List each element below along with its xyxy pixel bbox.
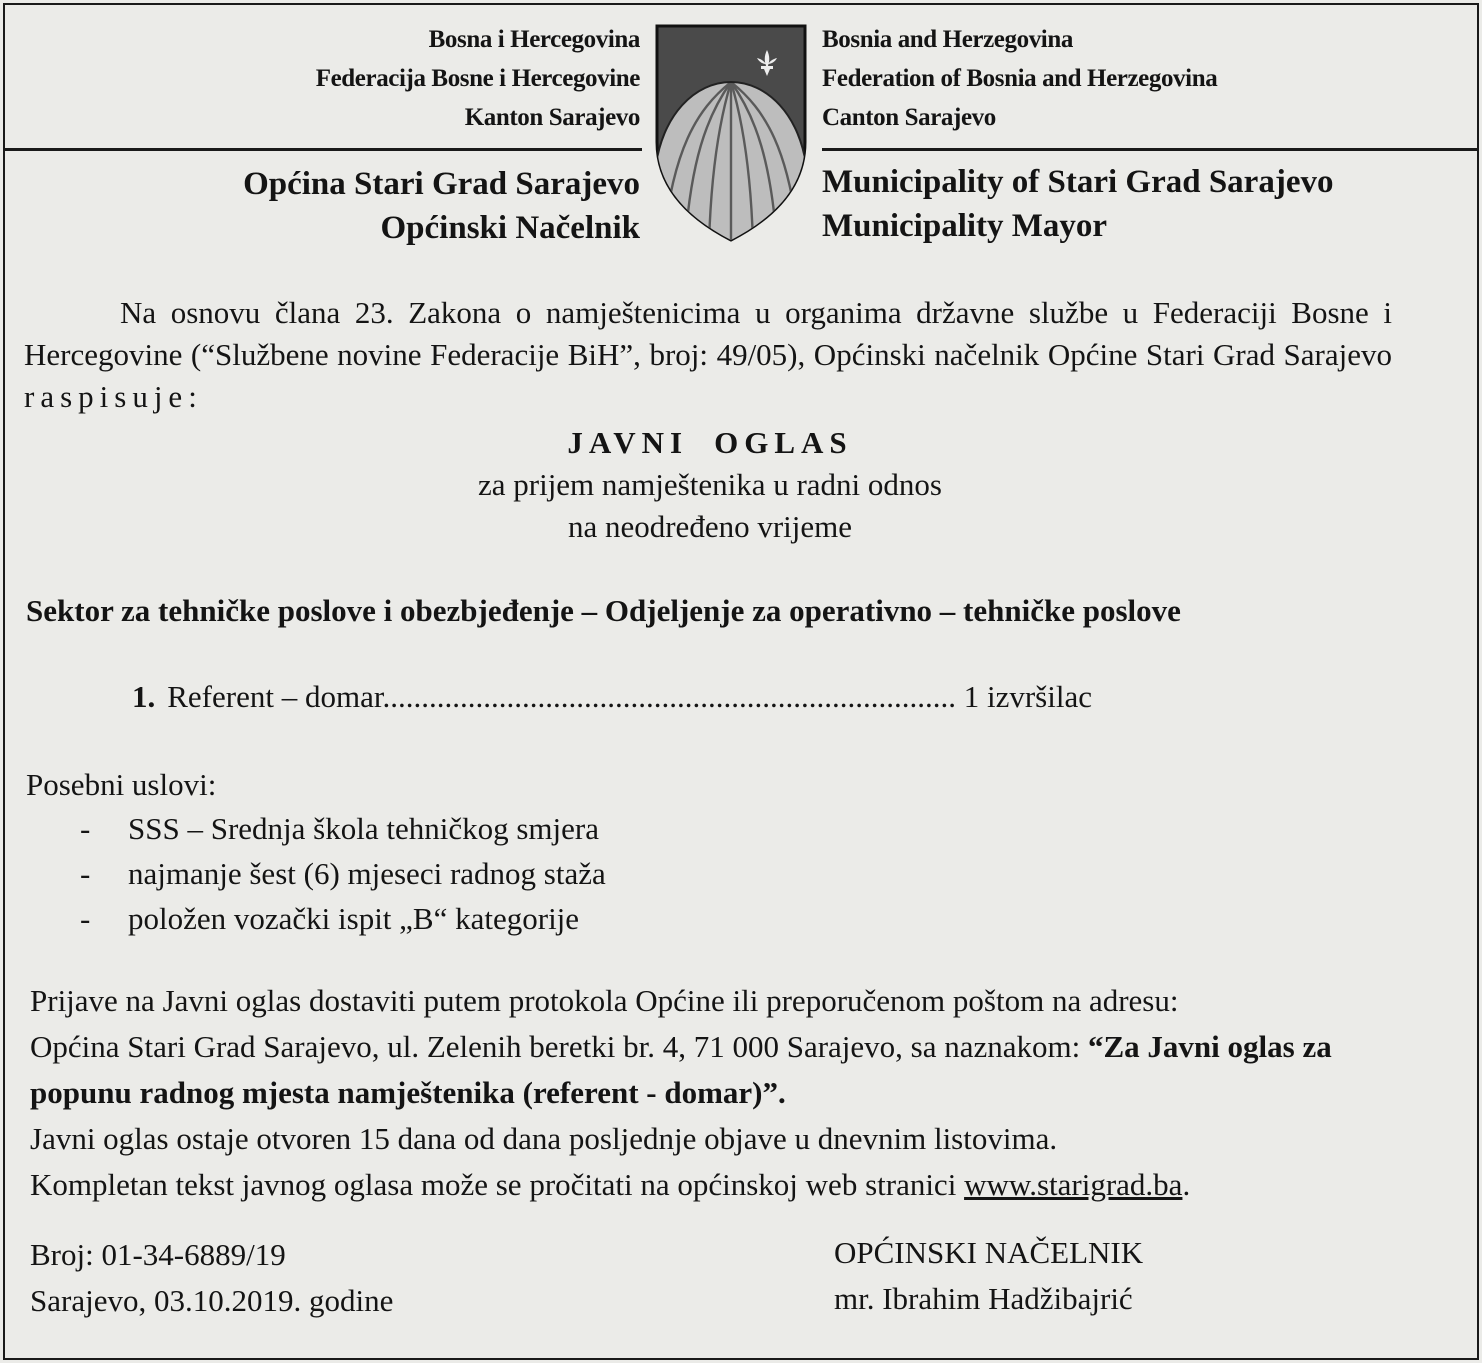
title-subtitle-2: na neodređeno vrijeme: [567, 509, 853, 544]
position-count: 1 izvršilac: [963, 679, 1092, 714]
condition-text: najmanje šest (6) mjeseci radnog staža: [128, 856, 606, 891]
web-text: Kompletan tekst javnog oglasa može se pročitati na općinskoj web stranici: [30, 1167, 965, 1202]
intro-text: Na osnovu člana 23. Zakona o namještenicima u organima državne službe u Federaciji Bosne i Hercegovine (“Službene novine Federacije BiH”, broj: 49/05), Općinski načelnik Općine Stari Grad Sarajevo: [24, 295, 1392, 372]
list-item: - SSS – Srednja škola tehničkog smjera: [80, 811, 599, 846]
header-divider-left: [5, 148, 642, 151]
coat-of-arms-icon: [651, 22, 811, 244]
intro-verb: raspisuje:: [24, 379, 203, 414]
sector-heading: Sektor za tehničke poslove i obezbjeđenje – Odjeljenje za operativno – tehničke poslove: [26, 593, 1181, 628]
page-title: [0, 422, 1420, 464]
application-duration: Javni oglas ostaje otvoren 15 dana od dana posljednje objave u dnevnim listovima.: [30, 1121, 1058, 1156]
header-divider-right: [822, 148, 1477, 151]
application-instructions: [30, 978, 1360, 1208]
list-item: - položen vozački ispit „B“ kategorije: [80, 901, 580, 936]
document-number: Broj: 01-34-6889/19: [30, 1237, 286, 1272]
subject-marking: “Za Javni oglas za popunu radnog mjesta namještenika (referent - domar)”.: [30, 1029, 1332, 1110]
header-left-line: Kanton Sarajevo: [464, 104, 640, 131]
position-row: [132, 676, 1092, 718]
header-left-institution: [316, 20, 640, 137]
title-word-1: JAVNI: [567, 425, 689, 460]
header-right-line: Federation of Bosnia and Herzegovina: [822, 65, 1218, 92]
website-link[interactable]: www.starigrad.ba: [964, 1167, 1183, 1202]
signatory-title: OPĆINSKI NAČELNIK: [834, 1235, 1144, 1270]
municipality-left: [243, 162, 640, 250]
title-word-2: OGLAS: [714, 425, 853, 460]
municipality-right: [822, 160, 1333, 248]
municipality-office: Općinski Načelnik: [380, 210, 640, 246]
document-reference: [30, 1232, 393, 1324]
document-date: Sarajevo, 03.10.2019. godine: [30, 1283, 394, 1318]
announcement-title: [0, 422, 1420, 548]
conditions-list: [80, 806, 606, 941]
condition-text: SSS – Srednja škola tehničkog smjera: [128, 811, 599, 846]
application-web: [30, 1162, 1360, 1208]
header-left-line: Federacija Bosne i Hercegovine: [315, 65, 640, 92]
signature-block: [834, 1230, 1143, 1322]
header-right-line: Bosnia and Herzegovina: [822, 26, 1073, 53]
title-subtitle: za prijem namještenika u radni odnos: [477, 467, 942, 502]
conditions-title: Posebni uslovi:: [26, 767, 217, 802]
intro-paragraph: [24, 292, 1392, 418]
web-suffix: .: [1182, 1167, 1191, 1202]
municipality-name-en: Municipality of Stari Grad Sarajevo: [822, 164, 1334, 200]
position-leader: ..........................................................................: [382, 679, 956, 714]
position-name: Referent – domar: [167, 679, 383, 714]
application-line: Prijave na Javni oglas dostaviti putem protokola Općine ili preporučenom poštom na adresu:: [30, 983, 1179, 1018]
header-right-institution: [822, 20, 1217, 137]
position-number: 1.: [132, 679, 156, 714]
header-right-line: Canton Sarajevo: [822, 104, 996, 131]
header-left-line: Bosna i Hercegovina: [428, 26, 640, 53]
condition-text: položen vozački ispit „B“ kategorije: [128, 901, 580, 936]
municipality-name: Općina Stari Grad Sarajevo: [243, 166, 640, 202]
address-text: Općina Stari Grad Sarajevo, ul. Zelenih beretki br. 4, 71 000 Sarajevo, sa naznakom:: [30, 1029, 1088, 1064]
municipality-office-en: Municipality Mayor: [822, 208, 1108, 244]
list-item: - najmanje šest (6) mjeseci radnog staža: [80, 856, 606, 891]
signatory-name: mr. Ibrahim Hadžibajrić: [834, 1281, 1133, 1316]
application-address: [30, 1024, 1360, 1116]
